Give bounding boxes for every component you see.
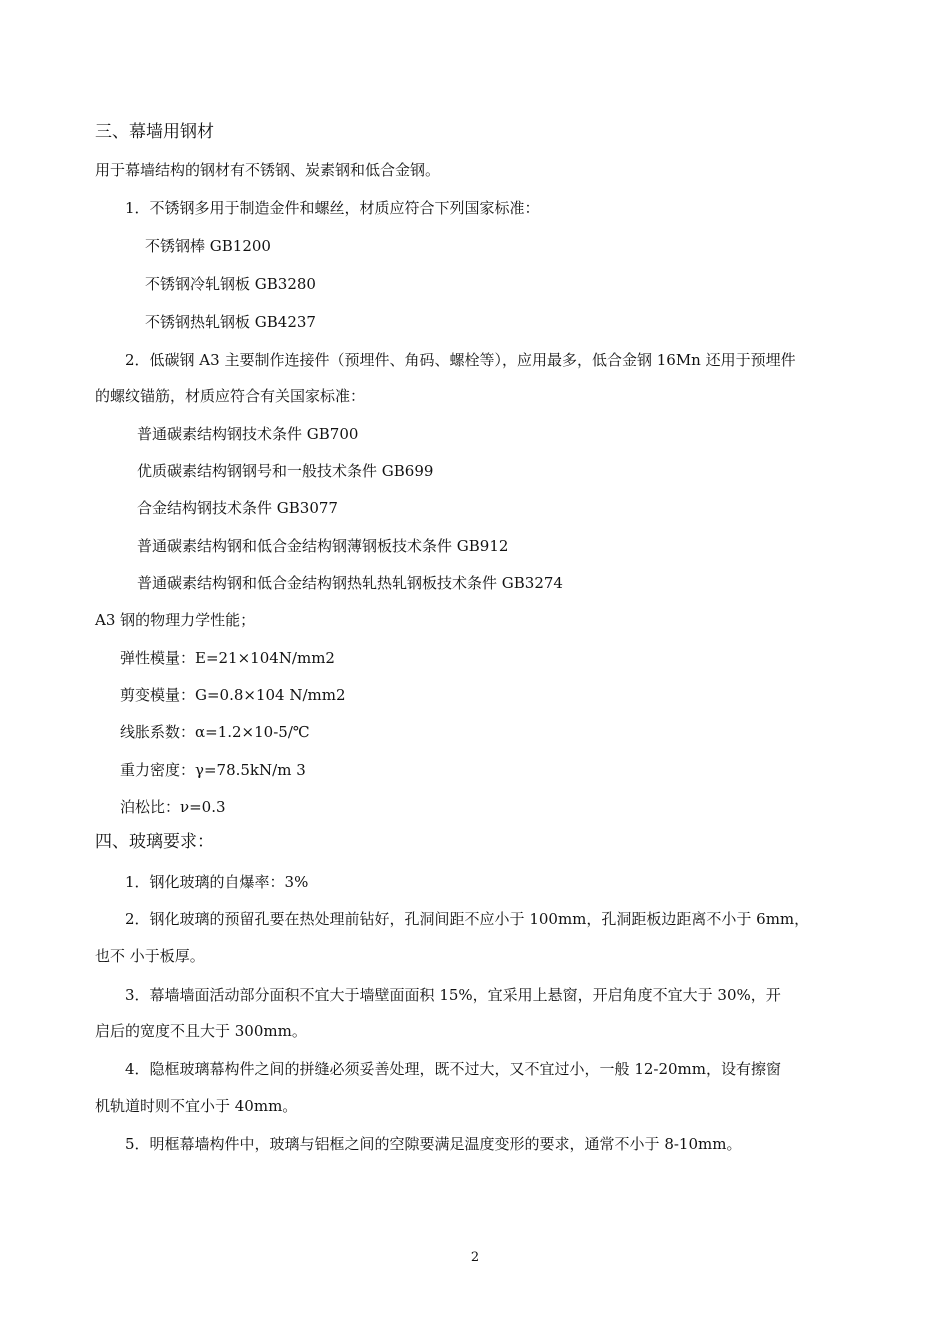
steel-standard: 合金结构钢技术条件 GB3077 bbox=[137, 499, 338, 517]
steel-standard: 普通碳素结构钢技术条件 GB700 bbox=[137, 425, 359, 443]
section-3-intro: 用于幕墙结构的钢材有不锈钢、炭素钢和低合金钢。 bbox=[95, 161, 441, 179]
section-3-heading: 三、幕墙用钢材 bbox=[95, 122, 214, 142]
stainless-standard: 不锈钢热轧钢板 GB4237 bbox=[145, 313, 316, 331]
page-number: 2 bbox=[470, 1250, 480, 1265]
stainless-standard: 不锈钢冷轧钢板 GB3280 bbox=[145, 275, 316, 293]
item-1: 1．不锈钢多用于制造金件和螺丝，材质应符合下列国家标准： bbox=[125, 199, 540, 217]
a3-properties-title: A3 钢的物理力学性能； bbox=[95, 611, 256, 629]
stainless-standard: 不锈钢棒 GB1200 bbox=[145, 237, 271, 255]
a3-property: 泊松比：ν=0.3 bbox=[120, 798, 226, 816]
glass-item-5: 5．明框幕墙构件中，玻璃与铝框之间的空隙要满足温度变形的要求，通常不小于 8-10mm。 bbox=[125, 1135, 742, 1153]
glass-item-3-line-2: 启后的宽度不且大于 300mm。 bbox=[95, 1022, 307, 1040]
steel-standard: 普通碳素结构钢和低合金结构钢薄钢板技术条件 GB912 bbox=[137, 537, 509, 555]
item-2-line-1: 2．低碳钢 A3 主要制作连接件（预埋件、角码、螺栓等），应用最多，低合金钢 16Mn 还用于预埋件 bbox=[125, 351, 796, 369]
glass-item-2-line-1: 2．钢化玻璃的预留孔要在热处理前钻好，孔洞间距不应小于 100mm，孔洞距板边距离不小于 6mm， bbox=[125, 910, 810, 928]
glass-item-4-line-2: 机轨道时则不宜小于 40mm。 bbox=[95, 1097, 298, 1115]
item-2-line-2: 的螺纹锚筋，材质应符合有关国家标准： bbox=[95, 387, 366, 405]
steel-standard: 优质碳素结构钢钢号和一般技术条件 GB699 bbox=[137, 462, 434, 480]
glass-item-1: 1．钢化玻璃的自爆率：3% bbox=[125, 873, 309, 891]
glass-item-3-line-1: 3．幕墙墙面活动部分面积不宜大于墙壁面面积 15%，宜采用上悬窗，开启角度不宜大于 30%，开 bbox=[125, 986, 781, 1004]
steel-standard: 普通碳素结构钢和低合金结构钢热轧热轧钢板技术条件 GB3274 bbox=[137, 574, 563, 592]
a3-property: 剪变模量：G=0.8×104 N/mm2 bbox=[120, 686, 346, 704]
a3-property: 线胀系数：α=1.2×10-5/℃ bbox=[120, 723, 310, 741]
glass-item-2-line-2: 也不 小于板厚。 bbox=[95, 947, 205, 965]
a3-property: 重力密度：γ=78.5kN/m 3 bbox=[120, 761, 306, 779]
glass-item-4-line-1: 4．隐框玻璃幕构件之间的拼缝必须妥善处理，既不过大，又不宜过小，一般 12-20mm，设有擦窗 bbox=[125, 1060, 782, 1078]
a3-property: 弹性模量：E=21×104N/mm2 bbox=[120, 649, 335, 667]
section-4-heading: 四、玻璃要求： bbox=[95, 832, 214, 852]
